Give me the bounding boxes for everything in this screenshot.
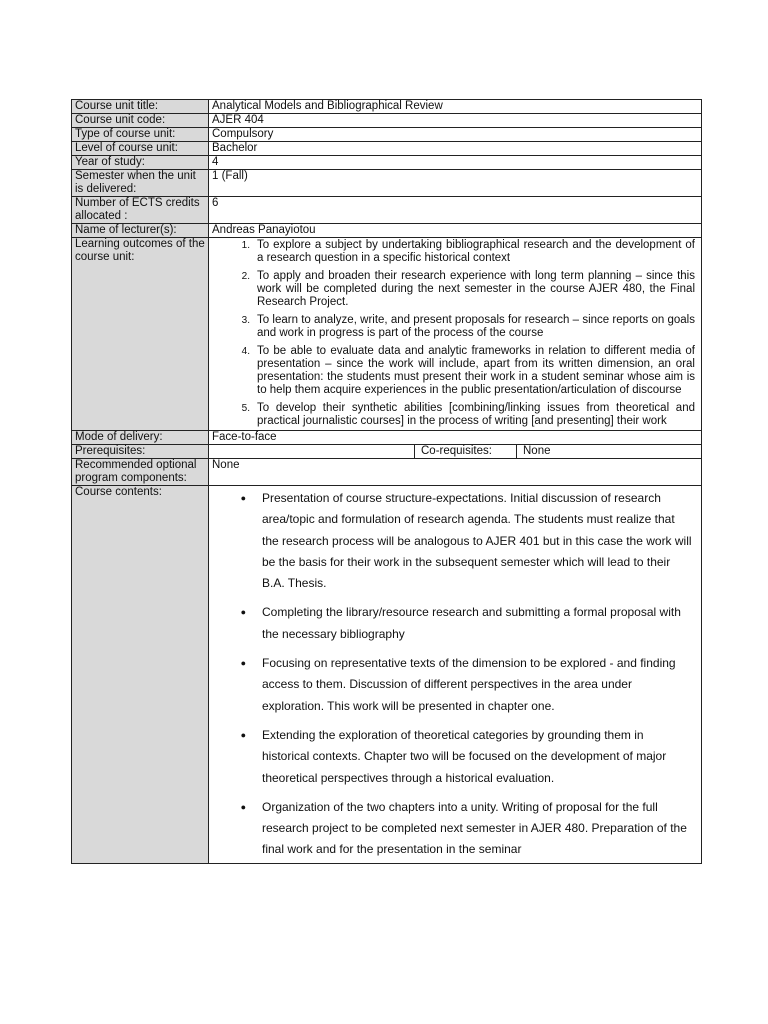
label-course-code: Course unit code: [72,114,209,128]
value-mode: Face-to-face [209,431,702,445]
contents-list [212,486,698,863]
bullet-icon: ● [240,607,246,618]
row-outcomes [72,238,702,431]
value-contents [209,486,702,864]
outcome-number: 5. [241,403,250,414]
row-semester [72,170,702,197]
value-prerequisites [209,445,414,458]
outcome-number: 1. [241,240,250,251]
content-text: Presentation of course structure-expectations. Initial discussion of research area/topic and formulation of research agenda. The students must realize that the research process will be analogous to AJER 401 but in this case the work will be the basis for their work in the subsequent semester which will lead to their B.A. Thesis. [262,491,692,591]
value-corequisites: None [523,445,551,457]
row-prereq [72,445,702,459]
label-course-level: Level of course unit: [72,142,209,156]
row-recommended [72,459,702,486]
outcome-number: 2. [241,271,250,282]
value-lecturer: Andreas Panayiotou [209,224,702,238]
row-contents [72,486,702,864]
value-course-type: Compulsory [209,128,702,142]
content-text: Focusing on representative texts of the dimension to be explored - and finding access to them. Discussion of different perspectives in the area under exploration. This work will be presented in chapter one. [262,656,676,713]
content-item [212,653,698,717]
outcome-text: To be able to evaluate data and analytic frameworks in relation to different media of presentation – since the work will include, apart from its written dimension, an oral presentation: the students must present their work in a student seminar whose aim is to help them acquire experiences in the public presentation/articulation of discourse [257,345,695,396]
outcomes-list [212,238,698,428]
label-course-type: Type of course unit: [72,128,209,142]
row-title [72,100,702,114]
row-level [72,142,702,156]
content-item [212,488,698,594]
row-type [72,128,702,142]
value-recommended: None [209,459,702,486]
label-semester: Semester when the unit is delivered: [72,170,209,197]
value-semester: 1 (Fall) [209,170,702,197]
course-info-table [71,99,702,864]
value-prerequisites-cell [209,445,702,459]
label-ects: Number of ECTS credits allocated : [72,197,209,224]
row-year [72,156,702,170]
row-lecturer [72,224,702,238]
row-ects [72,197,702,224]
label-contents: Course contents: [72,486,209,864]
content-text: Organization of the two chapters into a unity. Writing of proposal for the full research project to be completed next semester in AJER 480. Preparation of the final work and for the presentation in the seminar [262,799,687,857]
outcome-item [212,402,695,428]
label-prerequisites: Prerequisites: [72,445,209,459]
outcome-number: 3. [241,315,250,326]
bullet-icon: ● [240,493,246,503]
label-year: Year of study: [72,156,209,170]
outcome-item [212,270,695,309]
value-course-level: Bachelor [209,142,702,156]
outcome-text: To learn to analyze, write, and present proposals for research – since reports on goals and work in progress is part of the process of the course [257,314,695,339]
label-outcomes: Learning outcomes of the course unit: [72,238,209,431]
value-year: 4 [209,156,702,170]
content-text: Completing the library/resource research and submitting a formal proposal with the necessary bibliography [262,605,681,641]
value-course-code: AJER 404 [209,114,702,128]
bullet-icon: ● [240,658,246,669]
label-recommended: Recommended optional program components: [72,459,209,486]
outcome-item [212,314,695,340]
value-ects: 6 [209,197,702,224]
outcome-number: 4. [241,346,250,357]
value-outcomes [209,238,702,431]
outcome-item [212,239,695,265]
label-mode: Mode of delivery: [72,431,209,445]
outcome-text: To develop their synthetic abilities [combining/linking issues from theoretical and practical journalistic courses] in the process of writing [and presenting] their work [257,402,695,427]
content-text: Extending the exploration of theoretical categories by grounding them in historical contexts. Chapter two will be focused on the development of major theoretical perspectives through a historical evaluation. [262,727,667,785]
label-corequisites: Co-requisites: [414,445,517,458]
outcome-item [212,345,695,397]
content-item [212,725,698,789]
outcome-text: To explore a subject by undertaking bibliographical research and the development of a research question in a specific historical context [257,239,695,264]
bullet-icon: ● [240,801,246,812]
bullet-icon: ● [240,729,246,740]
row-mode [72,431,702,445]
outcome-text: To apply and broaden their research experience with long term planning – since this work will be completed during the next semester in the course AJER 480, the Final Research Project. [257,270,695,308]
content-item [212,602,698,645]
label-course-title: Course unit title: [72,100,209,114]
value-course-title: Analytical Models and Bibliographical Review [209,100,702,114]
label-lecturer: Name of lecturer(s): [72,224,209,238]
row-code [72,114,702,128]
content-item [212,797,698,861]
